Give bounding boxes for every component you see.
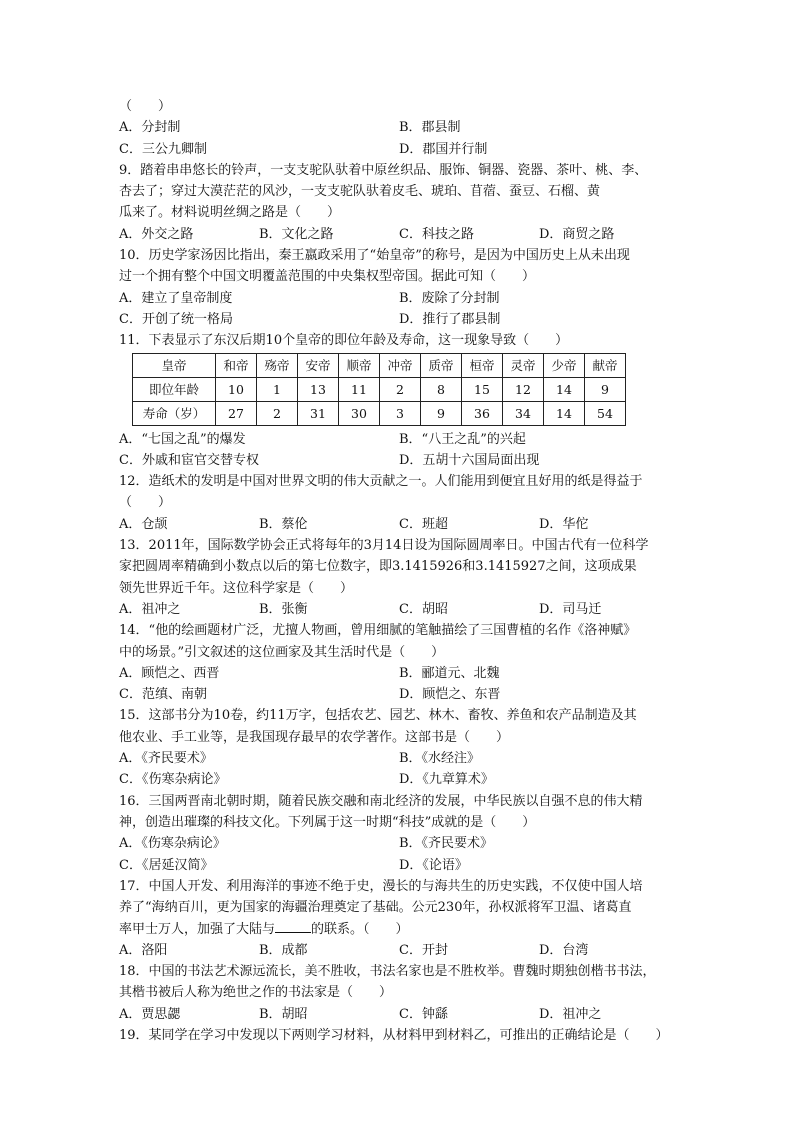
table-header-cell: 灵帝 (503, 353, 544, 377)
q10-option-a[interactable]: A．建立了皇帝制度 (119, 290, 233, 306)
table-cell: 12 (503, 377, 544, 401)
table-cell: 1 (257, 377, 298, 401)
table-cell: 3 (380, 401, 421, 425)
table-cell: 30 (339, 401, 380, 425)
table-header-cell: 少帝 (544, 353, 585, 377)
table-header-cell: 顺帝 (339, 353, 380, 377)
table-cell: 54 (585, 401, 626, 425)
q16-option-a[interactable]: A．《伤寒杂病论》 (119, 836, 226, 852)
q8-option-d[interactable]: D．郡国并行制 (399, 141, 488, 157)
q16-option-c[interactable]: C．《居延汉简》 (119, 857, 214, 873)
q9-stem-line: 杏去了；穿过大漠茫茫的风沙，一支支驼队驮着皮毛、琥珀、苜蓿、蚕豆、石榴、黄 (119, 184, 601, 200)
table-cell: 36 (462, 401, 503, 425)
table-cell: 9 (585, 377, 626, 401)
q8-option-a[interactable]: A．分封制 (119, 120, 181, 136)
q15-option-d[interactable]: D．《九章算术》 (399, 772, 494, 788)
q13-option-d[interactable]: D．司马迁 (539, 601, 602, 617)
q11-option-d[interactable]: D．五胡十六国局面出现 (399, 452, 540, 468)
q16-options-row-1 (119, 833, 679, 854)
q18-option-c[interactable]: C．钟繇 (399, 1006, 448, 1022)
q11-option-a[interactable]: A．“七国之乱”的爆发 (119, 431, 246, 447)
q8-options-row-1 (119, 117, 679, 138)
table-cell: 27 (216, 401, 257, 425)
q12-options-row (119, 514, 679, 535)
q16-option-b[interactable]: B．《齐民要术》 (399, 836, 494, 852)
q14-options-row-2 (119, 684, 679, 705)
q12-option-d[interactable]: D．华佗 (539, 516, 589, 532)
table-cell: 13 (298, 377, 339, 401)
q10-stem-line: 过一个拥有整个中国文明覆盖范围的中央集权型帝国。据此可知（ ） (119, 269, 536, 285)
table-cell: 31 (298, 401, 339, 425)
q12-option-a[interactable]: A．仓颉 (119, 516, 168, 532)
q18-option-a[interactable]: A．贾思勰 (119, 1006, 181, 1022)
table-header-cell: 冲帝 (380, 353, 421, 377)
q10-options-row-2 (119, 309, 679, 330)
q13-stem-line: 13．2011年，国际数学协会正式将每年的3月14日设为国际圆周率日。中国古代有一位科学 (119, 538, 649, 554)
q11-options-row-2 (119, 450, 679, 471)
table-header-cell: 桓帝 (462, 353, 503, 377)
q13-stem-line: 领先世界近千年。这位科学家是（ ） (119, 580, 354, 596)
q17-option-b[interactable]: B．成都 (259, 942, 308, 958)
q18-option-b[interactable]: B．胡昭 (259, 1006, 308, 1022)
q11-option-b[interactable]: B．“八王之乱”的兴起 (399, 431, 526, 447)
emperor-table (132, 353, 626, 426)
table-header-cell: 献帝 (585, 353, 626, 377)
answer-blank[interactable] (275, 918, 311, 933)
q14-option-b[interactable]: B．郦道元、北魏 (399, 665, 500, 681)
table-row (133, 377, 626, 401)
q11-stem: 11．下表显示了东汉后期10个皇帝的即位年龄及寿命，这一现象导致（ ） (119, 333, 569, 349)
q17-stem-line: 养了“海纳百川，更为国家的海疆治理奠定了基础。公元230年，孙权派将军卫温、诸葛直 (119, 900, 632, 916)
q8-option-b[interactable]: B．郡县制 (399, 120, 461, 136)
q10-options-row-1 (119, 288, 679, 309)
q16-options-row-2 (119, 855, 679, 876)
q15-option-c[interactable]: C．《伤寒杂病论》 (119, 772, 227, 788)
q10-option-c[interactable]: C．开创了统一格局 (119, 311, 233, 327)
q10-stem-line: 10．历史学家汤因比指出，秦王嬴政采用了“始皇帝”的称号，是因为中国历史上从未出现 (119, 248, 630, 264)
q14-stem-line: 中的场景。”引文叙述的这位画家及其生活时代是（ ） (119, 644, 445, 660)
table-cell: 14 (544, 401, 585, 425)
q12-option-c[interactable]: C．班超 (399, 516, 448, 532)
table-cell: 8 (421, 377, 462, 401)
table-cell: 寿命（岁） (133, 401, 216, 425)
table-cell: 15 (462, 377, 503, 401)
table-row (133, 401, 626, 425)
q15-stem-line: 他农业、手工业等，是我国现存最早的农学著作。这部书是（ ） (119, 729, 510, 745)
q13-option-c[interactable]: C．胡昭 (399, 601, 448, 617)
q18-stem-line: 其楷书被后人称为绝世之作的书法家是（ ） (119, 985, 393, 1001)
q17-option-d[interactable]: D．台湾 (539, 942, 589, 958)
q12-stem-line: 12．造纸术的发明是中国对世界文明的伟大贡献之一。人们能用到便宜且好用的纸是得益于 (119, 474, 643, 490)
q9-option-d[interactable]: D．商贸之路 (539, 226, 615, 242)
q8-paren: （ ） (119, 99, 172, 114)
table-cell: 14 (544, 377, 585, 401)
q13-option-a[interactable]: A．祖冲之 (119, 601, 181, 617)
table-cell: 即位年龄 (133, 377, 216, 401)
q13-options-row (119, 599, 679, 620)
table-header-cell: 皇帝 (133, 353, 216, 377)
q8-options-row-2 (119, 139, 679, 160)
q9-option-c[interactable]: C．科技之路 (399, 226, 474, 242)
q14-option-a[interactable]: A．顾恺之、西晋 (119, 665, 220, 681)
q18-stem-line: 18．中国的书法艺术源远流长，美不胜收，书法名家也是不胜枚举。曹魏时期独创楷书书法， (119, 963, 656, 979)
table-header-cell: 和帝 (216, 353, 257, 377)
table-cell: 11 (339, 377, 380, 401)
q11-options-row-1 (119, 429, 679, 450)
q17-option-a[interactable]: A．洛阳 (119, 942, 168, 958)
q8-option-c[interactable]: C．三公九卿制 (119, 141, 207, 157)
q17-options-row (119, 940, 679, 961)
q14-option-c[interactable]: C．范缜、南朝 (119, 687, 207, 703)
table-header-cell: 安帝 (298, 353, 339, 377)
q16-option-d[interactable]: D．《论语》 (399, 857, 468, 873)
q9-stem-line: 瓜来了。材料说明丝绸之路是（ ） (119, 205, 341, 221)
q9-option-b[interactable]: B．文化之路 (259, 226, 334, 242)
q18-options-row (119, 1004, 679, 1025)
table-cell: 2 (257, 401, 298, 425)
q14-option-d[interactable]: D．顾恺之、东晋 (399, 687, 501, 703)
q9-stem-line: 9．踏着串串悠长的铃声，一支支驼队驮着中原丝织品、服饰、铜器、瓷器、茶叶、桃、李、 (119, 162, 648, 178)
q17-stem-line: 17．中国人开发、利用海洋的事迹不绝于史，漫长的与海共生的历史实践，不仅使中国人培 (119, 878, 643, 894)
q19-stem-line: 19．某同学在学习中发现以下两则学习材料，从材料甲到材料乙，可推出的正确结论是（ ） (119, 1027, 669, 1043)
question-list (119, 96, 679, 1046)
q13-option-b[interactable]: B．张衡 (259, 601, 308, 617)
q15-options-row-2 (119, 769, 679, 790)
q14-stem-line: 14．“他的绘画题材广泛，尤擅人物画，曾用细腻的笔触描绘了三国曹植的名作《洛神赋》 (119, 623, 637, 639)
q17-stem-line-blank (119, 918, 679, 939)
q15-option-b[interactable]: B．《水经注》 (399, 751, 481, 767)
q15-options-row-1 (119, 748, 679, 769)
table-cell: 2 (380, 377, 421, 401)
table-header-cell: 质帝 (421, 353, 462, 377)
q9-options-row (119, 224, 679, 245)
q13-stem-line: 家把圆周率精确到小数点以后的第七位数字，即3.1415926和3.1415927之间，这项成果 (119, 559, 637, 575)
table-header-cell: 殇帝 (257, 353, 298, 377)
q15-stem-line: 15．这部书分为10卷，约11万字，包括农艺、园艺、林木、畜牧、养鱼和农产品制造及其 (119, 708, 637, 724)
q9-option-a[interactable]: A．外交之路 (119, 226, 194, 242)
q18-option-d[interactable]: D．祖冲之 (539, 1006, 602, 1022)
q10-option-d[interactable]: D．推行了郡县制 (399, 311, 501, 327)
q16-stem-line: 神，创造出璀璨的科技文化。下列属于这一时期“科技”成就的是（ ） (119, 814, 536, 830)
table-cell: 10 (216, 377, 257, 401)
q14-options-row-1 (119, 663, 679, 684)
q17-text-after-blank: 的联系。（ ） (311, 922, 409, 938)
q11-option-c[interactable]: C．外戚和宦官交替专权 (119, 452, 259, 468)
q12-option-b[interactable]: B．蔡伦 (259, 516, 308, 532)
q17-text-before-blank: 率甲士万人，加强了大陆与 (119, 922, 276, 938)
table-cell: 9 (421, 401, 462, 425)
q16-stem-line: 16．三国两晋南北朝时期，随着民族交融和南北经济的发展，中华民族以自强不息的伟大精 (119, 793, 643, 809)
table-header-row (133, 353, 626, 377)
q15-option-a[interactable]: A．《齐民要术》 (119, 751, 213, 767)
q10-option-b[interactable]: B．废除了分封制 (399, 290, 500, 306)
q17-option-c[interactable]: C．开封 (399, 942, 448, 958)
table-cell: 34 (503, 401, 544, 425)
q12-stem-line: （ ） (119, 495, 172, 511)
